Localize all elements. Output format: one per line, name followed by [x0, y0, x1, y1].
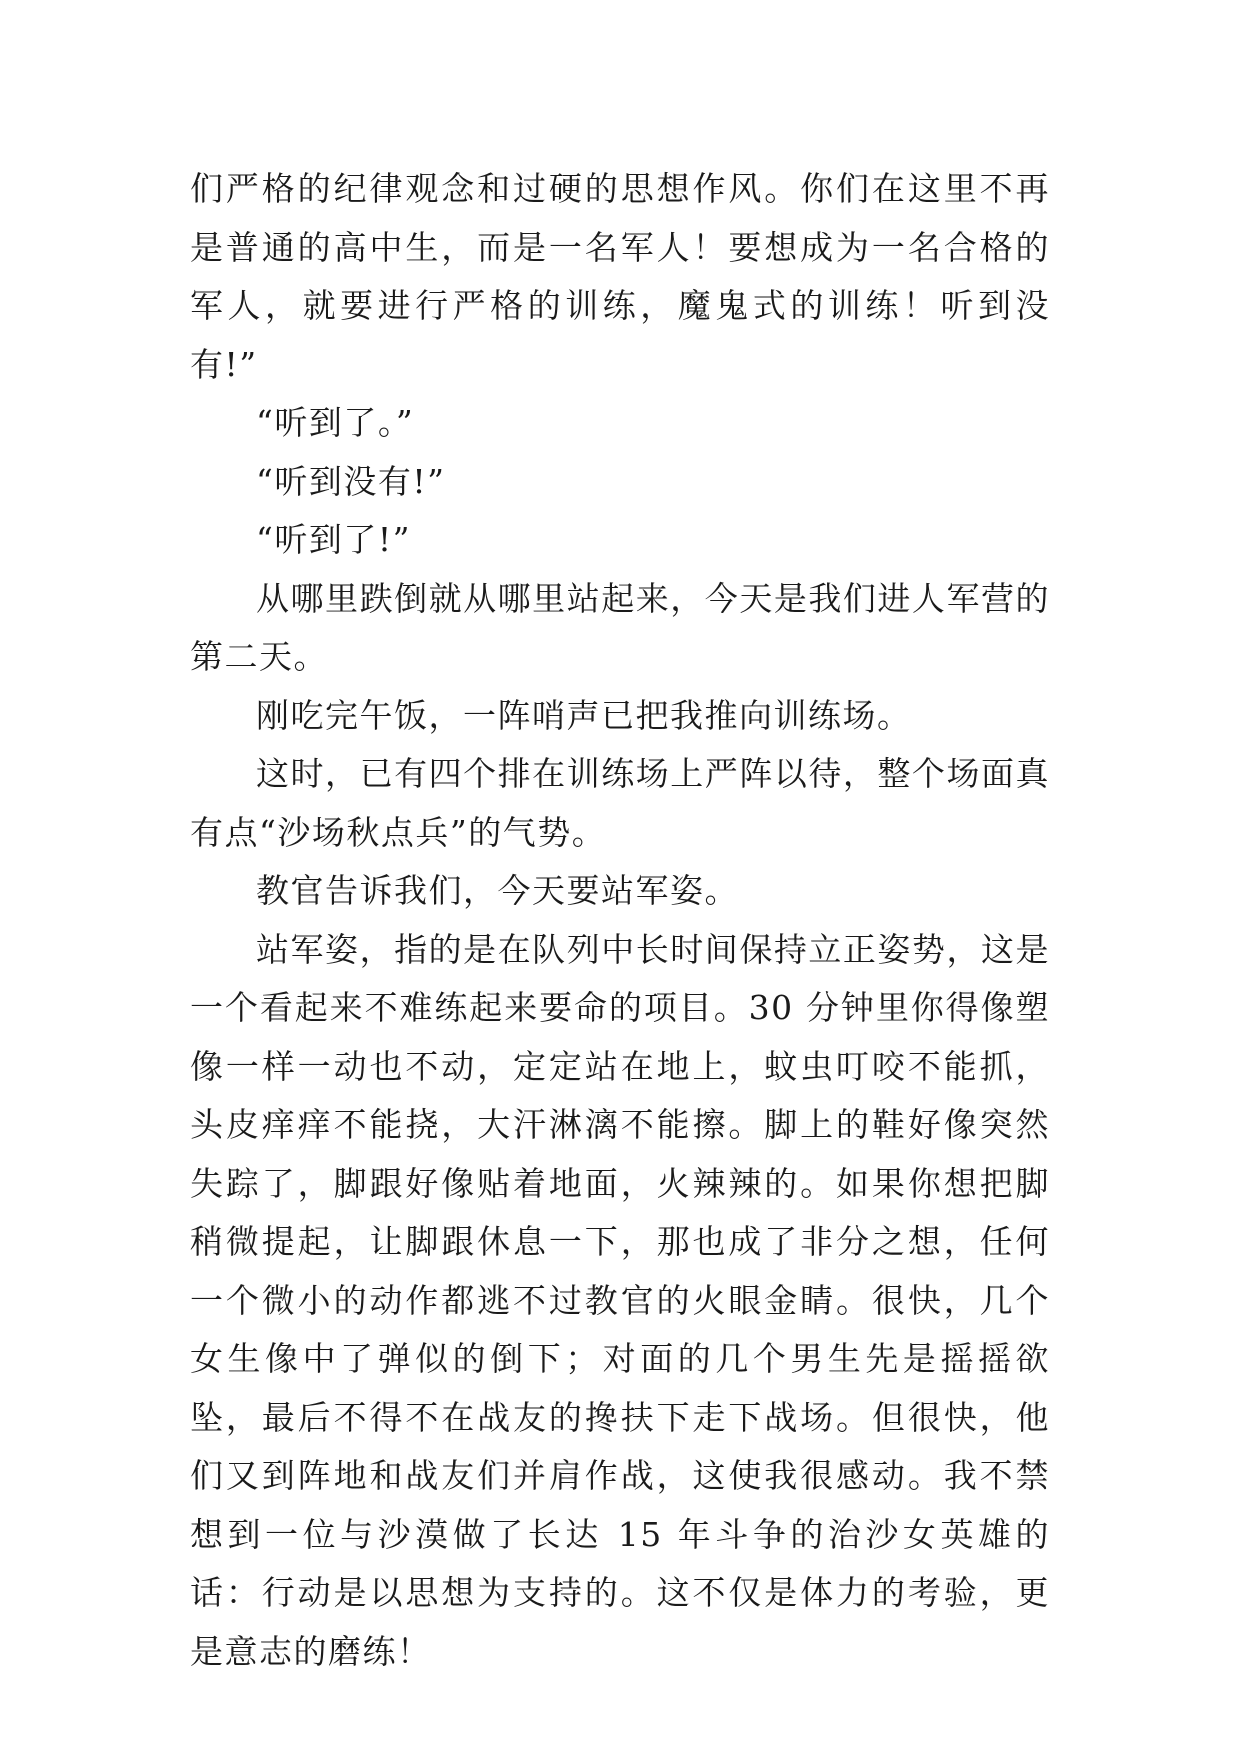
paragraph-7: 这时，已有四个排在训练场上严阵以待，整个场面真有点“沙场秋点兵”的气势。 — [190, 754, 1050, 852]
paragraph-1: 们严格的纪律观念和过硬的思想作风。你们在这里不再是普通的高中生，而是一名军人！要想成为一名合格的军人，就要进行严格的训练，魔鬼式的训练！听到没有!” — [190, 169, 1050, 384]
paragraph-3: “听到没有!” — [256, 461, 446, 501]
body-text — [190, 160, 1050, 1681]
paragraph-4: “听到了!” — [256, 520, 412, 559]
paragraph-5: 从哪里跌倒就从哪里站起来，今天是我们进人军营的第二天。 — [190, 578, 1050, 676]
paragraph-2: “听到了。” — [256, 403, 415, 442]
paragraph-9: 站军姿，指的是在队列中长时间保持立正姿势，这是一个看起来不难练起来要命的项目。30 分钟里你得像塑像一样一动也不动，定定站在地上，蚊虫叮咬不能抓，头皮痒痒不能挠，大汗淋漓不能擦。脚上的鞋好像突然失踪了，脚跟好像贴着地面，火辣辣的。如果你想把脚稍微提起，让脚跟休息一下，那也成了非分之想，任何一个微小的动作都逃不过教官的火眼金睛。很快，几个女生像中了弹似的倒下；对面的几个男生先是摇摇欲坠，最后不得不在战友的搀扶下走下战场。但很快，他们又到阵地和战友们并肩作战，这使我很感动。我不禁想到一位与沙漠做了长达 15 年斗争的治沙女英雄的话：行动是以思想为支持的。这不仅是体力的考验，更是意志的磨练！ — [190, 929, 1050, 1671]
paragraph-6: 刚吃完午饭，一阵哨声已把我推向训练场。 — [256, 695, 912, 735]
paragraph-8: 教官告诉我们，今天要站军姿。 — [256, 871, 739, 910]
